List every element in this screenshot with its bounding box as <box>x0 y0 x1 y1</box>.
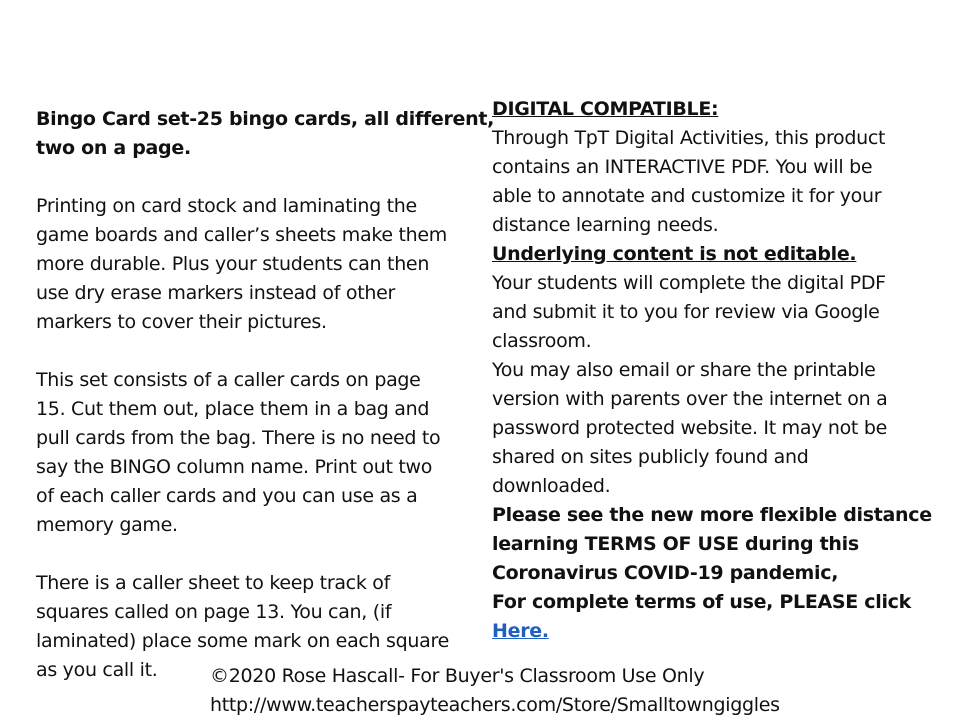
paragraph-line: You may also email or share the printable <box>492 359 876 381</box>
paragraph-line: Printing on card stock and laminating the <box>36 195 417 217</box>
paragraph-line: There is a caller sheet to keep track of <box>36 572 390 594</box>
printing-paragraph <box>36 192 476 337</box>
paragraph-line: Your students will complete the digital PDF <box>492 272 886 294</box>
paragraph-line: contains an INTERACTIVE PDF. You will be <box>492 156 873 178</box>
paragraph-line: game boards and caller’s sheets make them <box>36 224 447 246</box>
terms-line: Coronavirus COVID-19 pandemic, <box>492 562 839 584</box>
paragraph-line: This set consists of a caller cards on page <box>36 369 421 391</box>
terms-line: learning TERMS OF USE during this <box>492 533 859 555</box>
paragraph-line: able to annotate and customize it for your <box>492 185 882 207</box>
caller-cards-paragraph <box>36 366 476 540</box>
intro-heading <box>36 105 495 163</box>
paragraph-line: password protected website. It may not be <box>492 417 887 439</box>
intro-line: Bingo Card set-25 bingo cards, all different, <box>36 108 495 130</box>
paragraph-line: of each caller cards and you can use as a <box>36 485 418 507</box>
terms-line: Please see the new more flexible distance <box>492 504 932 526</box>
not-editable-note: Underlying content is not editable. <box>492 243 857 265</box>
digital-heading: DIGITAL COMPATIBLE: <box>492 98 719 120</box>
paragraph-line: 15. Cut them out, place them in a bag and <box>36 398 430 420</box>
intro-line: two on a page. <box>36 137 191 159</box>
paragraph-line: shared on sites publicly found and <box>492 446 809 468</box>
paragraph-line: use dry erase markers instead of other <box>36 282 395 304</box>
right-column <box>492 95 932 646</box>
paragraph-line: downloaded. <box>492 475 611 497</box>
paragraph-line: distance learning needs. <box>492 214 719 236</box>
copyright-notice: ©2020 Rose Hascall- For Buyer's Classroom Use Only <box>210 665 705 687</box>
footer <box>210 662 950 720</box>
terms-link[interactable]: Here. <box>492 620 549 642</box>
terms-line: For complete terms of use, PLEASE click <box>492 591 911 613</box>
paragraph-line: version with parents over the internet on a <box>492 388 888 410</box>
paragraph-line: more durable. Plus your students can then <box>36 253 430 275</box>
paragraph-line: classroom. <box>492 330 592 352</box>
paragraph-line: and submit it to you for review via Google <box>492 301 880 323</box>
store-url: http://www.teacherspayteachers.com/Store/Smalltowngiggles <box>210 694 780 716</box>
paragraph-line: memory game. <box>36 514 178 536</box>
paragraph-line: pull cards from the bag. There is no need to <box>36 427 441 449</box>
paragraph-line: say the BINGO column name. Print out two <box>36 456 433 478</box>
paragraph-line: as you call it. <box>36 659 158 681</box>
paragraph-line: squares called on page 13. You can, (if <box>36 601 392 623</box>
paragraph-line: laminated) place some mark on each square <box>36 630 449 652</box>
paragraph-line: Through TpT Digital Activities, this product <box>492 127 886 149</box>
paragraph-line: markers to cover their pictures. <box>36 311 327 333</box>
